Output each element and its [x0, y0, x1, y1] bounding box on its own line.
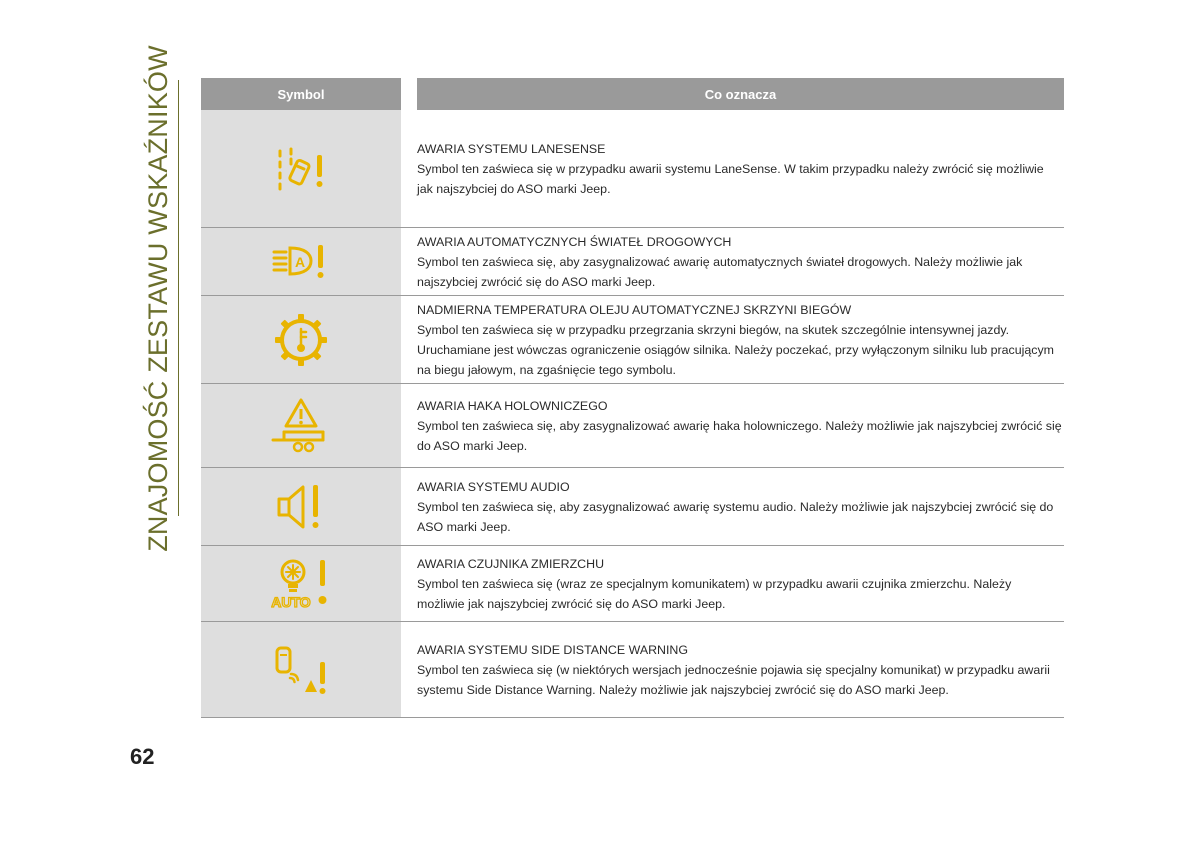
auto-label: AUTO [271, 593, 311, 610]
audio-system-failure-icon [271, 477, 331, 537]
symbol-column-header: Symbol [201, 78, 401, 110]
table-row [201, 384, 1064, 468]
twilight-sensor-failure-icon [271, 554, 331, 614]
row-description: Symbol ten zaświeca się w przypadku awarii systemu LaneSense. W takim przypadku należy zwrócić się możliwie jak najszybciej do ASO marki Jeep. [417, 161, 1044, 196]
row-title: AWARIA SYSTEMU LANESENSE [417, 141, 606, 156]
meaning-column-header: Co oznacza [417, 78, 1064, 110]
transmission-oil-temperature-icon [271, 310, 331, 370]
table-row [201, 546, 1064, 622]
lanesense-failure-icon [271, 139, 331, 199]
row-title: AWARIA SYSTEMU AUDIO [417, 479, 570, 494]
row-title: AWARIA SYSTEMU SIDE DISTANCE WARNING [417, 642, 689, 657]
page-number: 62 [130, 744, 155, 769]
table-row [201, 228, 1064, 296]
side-distance-warning-failure-icon [271, 640, 331, 700]
chapter-title-text: ZNAJOMOŚĆ ZESTAWU WSKAŹNIKÓW [142, 44, 173, 552]
table-row [201, 296, 1064, 384]
row-title: NADMIERNA TEMPERATURA OLEJU AUTOMATYCZNEJ SKRZYNI BIEGÓW [417, 302, 852, 317]
row-description: Symbol ten zaświeca się w przypadku przegrzania skrzyni biegów, na skutek szczególnie intensywnej jazdy. Uruchamiane jest wówczas ograniczenie osiągów silnika. Należy poczekać, przy wyłączonym silniku lub pracującym na biegu jałowym, na zgaśnięcie tego symbolu. [417, 322, 1055, 377]
trailer-hitch-failure-icon [271, 396, 331, 456]
row-description: Symbol ten zaświeca się (wraz ze specjalnym komunikatem) w przypadku awarii czujnika zmierzchu. Należy możliwie jak najszybciej zwrócić się do ASO marki Jeep. [417, 576, 1012, 611]
warning-lights-table [201, 78, 1064, 718]
row-description: Symbol ten zaświeca się (w niektórych wersjach jednocześnie pojawia się specjalny komunikat) w przypadku awarii systemu Side Distance Warning. Należy możliwie jak najszybciej zwrócić się do ASO marki Jeep. [417, 662, 1050, 697]
chapter-title [140, 44, 176, 552]
table-header [201, 78, 1064, 110]
table-row [201, 110, 1064, 228]
row-description: Symbol ten zaświeca się, aby zasygnalizować awarię systemu audio. Należy możliwie jak najszybciej zwrócić się do ASO marki Jeep. [417, 499, 1054, 534]
table-row [201, 622, 1064, 718]
row-title: AWARIA HAKA HOLOWNICZEGO [417, 398, 608, 413]
row-title: AWARIA AUTOMATYCZNYCH ŚWIATEŁ DROGOWYCH [417, 234, 732, 249]
row-description: Symbol ten zaświeca się, aby zasygnalizować awarię haka holowniczego. Należy możliwie jak najszybciej zwrócić się do ASO marki Jeep. [417, 418, 1062, 453]
svg-text:A: A [294, 253, 306, 270]
table-row [201, 468, 1064, 546]
row-description: Symbol ten zaświeca się, aby zasygnalizować awarię automatycznych świateł drogowych. Należy możliwie jak najszybciej zwrócić się do ASO marki Jeep. [417, 254, 1023, 289]
auto-high-beam-failure-icon [271, 232, 331, 292]
chapter-divider [178, 80, 179, 516]
row-title: AWARIA CZUJNIKA ZMIERZCHU [417, 556, 605, 571]
